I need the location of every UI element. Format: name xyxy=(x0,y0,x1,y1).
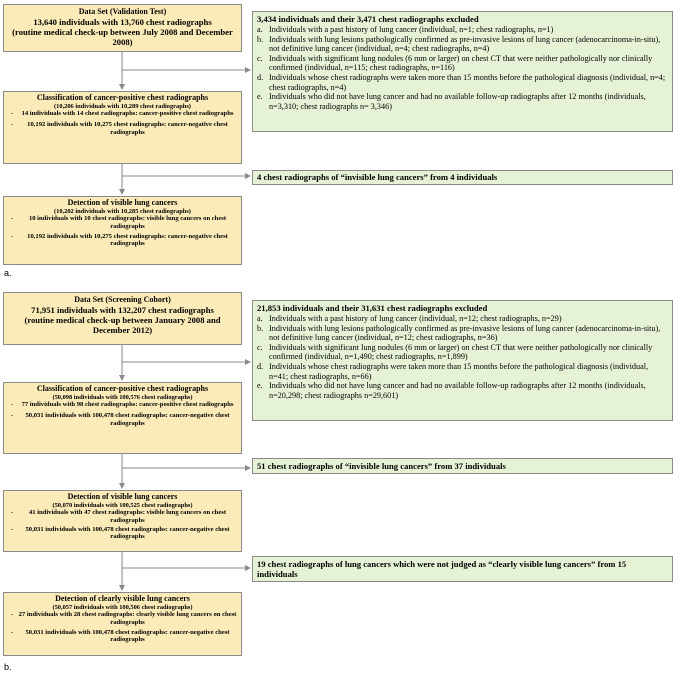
a-dataset-box xyxy=(3,4,242,52)
a-dataset-line-2: (routine medical check-up between July 2008 and December 2008) xyxy=(12,26,233,47)
b-clear-bullet: - 50,031 individuals with 100,478 chest radiographs: cancer-negative chest radiographs xyxy=(10,628,230,644)
b-exclusion-item: e. Individuals who did not have lung cancer and had no available follow-up radiographs after 12 months (individuals, n=20,298; chest radiographs n=29,601) xyxy=(257,381,646,400)
b-not-clear-box xyxy=(252,556,673,582)
b-exclusion-list xyxy=(253,314,672,400)
b-clear-sub: (50,057 individuals with 100,506 chest radiographs) xyxy=(52,603,193,611)
b-exclusion-item: c. Individuals with significant lung nodules (6 mm or larger) on chest CT that were neither pathologically nor clinically confirmed (individual, n=1,490; chest radiographs, n=1,899) xyxy=(257,342,653,362)
a-classification-title: Classification of cancer-positive chest radiographs xyxy=(36,93,209,102)
b-exclusion-item: d. Individuals whose chest radiographs were taken more than 15 months before the pathological diagnosis (individual, n=41; chest radiographs, n=66) xyxy=(257,361,649,381)
a-exclusion-item: b. Individuals with lung lesions pathologically confirmed as pre-invasive lesions of lung cancer (adenocarcinoma-in-situ), not definitive lung cancer (individual, n=4; chest radiographs, n=4) xyxy=(257,34,661,54)
b-classification-sub: (50,098 individuals with 100,576 chest radiographs) xyxy=(52,393,193,401)
a-classification-sub: (10,206 individuals with 10,289 chest radiographs) xyxy=(54,102,191,110)
panel-b-label: b. xyxy=(4,662,12,672)
b-exclusion-heading: 21,853 individuals and their 31,631 chest radiographs excluded xyxy=(257,303,488,313)
a-visible-title: Detection of visible lung cancers xyxy=(67,198,178,207)
b-invisible-text: 51 chest radiographs of “invisible lung cancers” from 37 individuals xyxy=(257,461,506,471)
a-dataset-title: Data Set (Validation Test) xyxy=(78,7,167,16)
b-classification-bullet: - 50,031 individuals with 100,478 chest radiographs: cancer-negative chest radiographs xyxy=(10,411,230,427)
a-visible-sub: (10,202 individuals with 10,285 chest radiographs) xyxy=(54,207,191,215)
b-exclusion-box xyxy=(252,300,673,421)
a-exclusion-item: d. Individuals whose chest radiographs were taken more than 15 months before the pathological diagnosis (individual, n=4; chest radiographs, n=4) xyxy=(257,72,666,92)
b-classification-box xyxy=(3,382,242,454)
a-classification-bullet: - 14 individuals with 14 chest radiographs: cancer-positive chest radiographs xyxy=(10,110,234,118)
b-dataset-line-1: 71,951 individuals with 132,207 chest radiographs xyxy=(31,304,214,315)
b-clear-box xyxy=(3,592,242,656)
a-invisible-text: 4 chest radiographs of “invisible lung cancers” from 4 individuals xyxy=(257,172,498,182)
b-clear-title: Detection of clearly visible lung cancers xyxy=(55,594,190,603)
b-visible-title: Detection of visible lung cancers xyxy=(67,492,178,501)
b-classification-title: Classification of cancer-positive chest radiographs xyxy=(36,384,209,393)
a-exclusion-heading: 3,434 individuals and their 3,471 chest radiographs excluded xyxy=(257,14,479,24)
b-visible-bullet: - 50,031 individuals with 100,478 chest radiographs: cancer-negative chest radiographs xyxy=(10,525,230,541)
a-invisible-box xyxy=(252,170,673,185)
b-visible-box xyxy=(3,490,242,552)
a-visible-box xyxy=(3,196,242,265)
b-invisible-box xyxy=(252,458,673,474)
b-dataset-title: Data Set (Screening Cohort) xyxy=(74,295,171,304)
a-classification-box xyxy=(3,91,242,164)
b-dataset-line-2: (routine medical check-up between January 2008 and December 2012) xyxy=(24,314,221,335)
b-exclusion-item: b. Individuals with lung lesions pathologically confirmed as pre-invasive lesions of lung cancer (adenocarcinoma-in-situ), not definitive lung cancer (individual, n=12; chest radiographs, n=36) xyxy=(257,323,661,343)
a-exclusion-box xyxy=(252,11,673,132)
b-visible-sub: (50,070 individuals with 100,525 chest radiographs) xyxy=(52,501,193,509)
b-dataset-box xyxy=(3,292,242,345)
a-exclusion-item: c. Individuals with significant lung nodules (6 mm or larger) on chest CT that were neither pathologically nor clinically confirmed (individual, n=115; chest radiographs, n=116) xyxy=(257,53,653,73)
a-exclusion-item: a. Individuals with a past history of lung cancer (individual, n=1; chest radiographs, n=1) xyxy=(257,25,554,34)
b-not-clear-text: 19 chest radiographs of lung cancers which were not judged as “clearly visible lung cancers” from 15 individuals xyxy=(257,559,627,579)
b-clear-bullet: - 27 individuals with 28 chest radiographs: clearly visible lung cancers on chest radiographs xyxy=(10,611,237,626)
a-visible-bullet: - 10,192 individuals with 10,275 chest radiographs: cancer-negative chest radiographs xyxy=(10,232,228,248)
b-classification-bullet: - 77 individuals with 98 chest radiographs: cancer-positive chest radiographs xyxy=(10,401,234,409)
panel-a-label: a. xyxy=(4,268,12,278)
a-visible-bullet: - 10 individuals with 10 chest radiographs: visible lung cancers on chest radiographs xyxy=(10,215,227,230)
a-exclusion-item: e. Individuals who did not have lung cancer and had no available follow-up radiographs after 12 months (individuals, n=3,310; chest radiographs n= 3,346) xyxy=(257,92,646,111)
a-classification-bullet: - 10,192 individuals with 10,275 chest radiographs: cancer-negative chest radiographs xyxy=(10,120,228,136)
a-dataset-line-1: 13,640 individuals with 13,760 chest radiographs xyxy=(33,16,212,27)
b-exclusion-item: a. Individuals with a past history of lung cancer (individual, n=12; chest radiographs, n=29) xyxy=(257,314,562,323)
a-exclusion-list xyxy=(253,25,672,111)
b-visible-bullet: - 41 individuals with 47 chest radiographs: visible lung cancers on chest radiographs xyxy=(10,509,227,524)
